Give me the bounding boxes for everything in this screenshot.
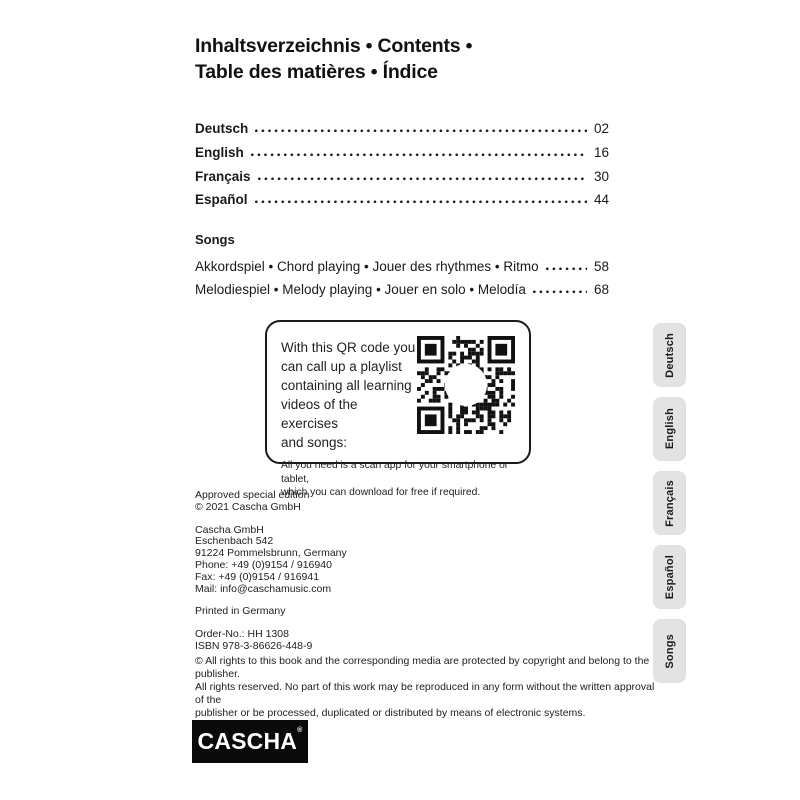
dot-leader [533,290,587,295]
toc-entry-page: 68 [593,282,609,297]
toc-entry-page: 44 [593,192,609,208]
side-tab-label: Deutsch [663,332,676,378]
side-tab-label: Français [663,479,676,527]
side-tab-francais[interactable] [653,471,686,535]
songs-section [195,229,609,301]
toc-entry-melody-playing[interactable] [195,278,609,301]
toc-list [195,117,609,212]
imprint-order [195,629,347,653]
page-title-line1: Inhaltsverzeichnis • Contents • [195,35,473,57]
qr-info-box [265,320,531,498]
toc-entry-page: 30 [593,168,609,184]
toc-entry-label: Melodiespiel • Melody playing • Jouer en solo • Melodía [195,282,526,297]
qr-row [281,336,515,452]
qr-note-line: All you need is a scan app for your smartphone or tablet, [281,460,509,485]
imprint-line: Approved special edition [195,489,310,501]
qr-intro-line: containing all learning [281,378,412,393]
imprint-line: ISBN 978-3-86626-448-9 [195,639,313,652]
dot-leader [251,153,587,158]
toc-entry-chord-playing[interactable] [195,255,609,278]
qr-intro-text [281,336,417,452]
toc-entry-deutsch[interactable] [195,117,609,141]
dot-leader [546,267,587,272]
toc-entry-espanol[interactable] [195,188,609,212]
page-title [195,33,472,85]
side-tab-deutsch[interactable] [653,323,686,387]
registered-mark-icon: ® [297,727,303,734]
dot-leader [258,177,587,182]
toc-entry-label: English [195,145,244,161]
imprint-line: Cascha GmbH [195,523,264,536]
side-tab-espanol[interactable] [653,545,686,609]
imprint-line: Eschenbach 542 [195,535,274,548]
qr-intro-line: can call up a playlist [281,359,402,374]
imprint-address [195,525,347,596]
dot-leader [255,200,587,205]
toc-entry-page: 16 [593,145,609,161]
imprint-line: Fax: +49 (0)9154 / 916941 [195,570,320,583]
cascha-logo [192,720,308,763]
toc-entry-francais[interactable] [195,164,609,188]
imprint-line: 91224 Pommelsbrunn, Germany [195,547,347,560]
copyright-line: All rights reserved. No part of this work may be reproduced in any form without the written approval of the [195,681,655,706]
qr-note-line: which you can download for free if required. [281,487,481,498]
imprint-line: Phone: +49 (0)9154 / 916940 [195,558,332,571]
copyright-line: © All rights to this book and the corresponding media are protected by copyright and belong to the publisher. [195,655,650,680]
qr-intro-line: and songs: [281,435,348,450]
side-tab-songs[interactable] [653,619,686,683]
songs-list [195,255,609,301]
songs-heading: Songs [195,231,235,247]
copyright-line: publisher or be processed, duplicated or distributed by means of electronic systems. [195,707,586,719]
side-tab-label: Español [663,554,676,600]
imprint-line: © 2021 Cascha GmbH [195,500,301,513]
toc-entry-label: Français [195,168,251,184]
qr-intro-line: With this QR code you [281,340,416,355]
imprint [195,490,347,664]
imprint-edition [195,490,347,514]
imprint-printed [195,606,347,618]
dot-leader [255,129,587,134]
side-tab-label: English [663,408,676,450]
toc-entry-english[interactable] [195,141,609,165]
toc-entry-label: Español [195,192,248,208]
imprint-line: Order-No.: HH 1308 [195,628,289,641]
imprint-line: Printed in Germany [195,605,286,618]
imprint-line: Mail: info@caschamusic.com [195,582,332,595]
cascha-logo-text: CASCHA [197,728,298,754]
copyright-notice [195,655,665,720]
toc-entry-page: 58 [593,259,609,274]
qr-code-icon [417,336,515,434]
toc-entry-label: Akkordspiel • Chord playing • Jouer des rhythmes • Ritmo [195,259,539,274]
page-title-line2: Table des matières • Índice [195,61,438,83]
toc-entry-page: 02 [593,121,609,137]
toc-entry-label: Deutsch [195,121,249,137]
side-tab-label: Songs [663,633,676,669]
qr-intro-line: videos of the exercises [281,397,358,431]
side-tab-english[interactable] [653,397,686,461]
